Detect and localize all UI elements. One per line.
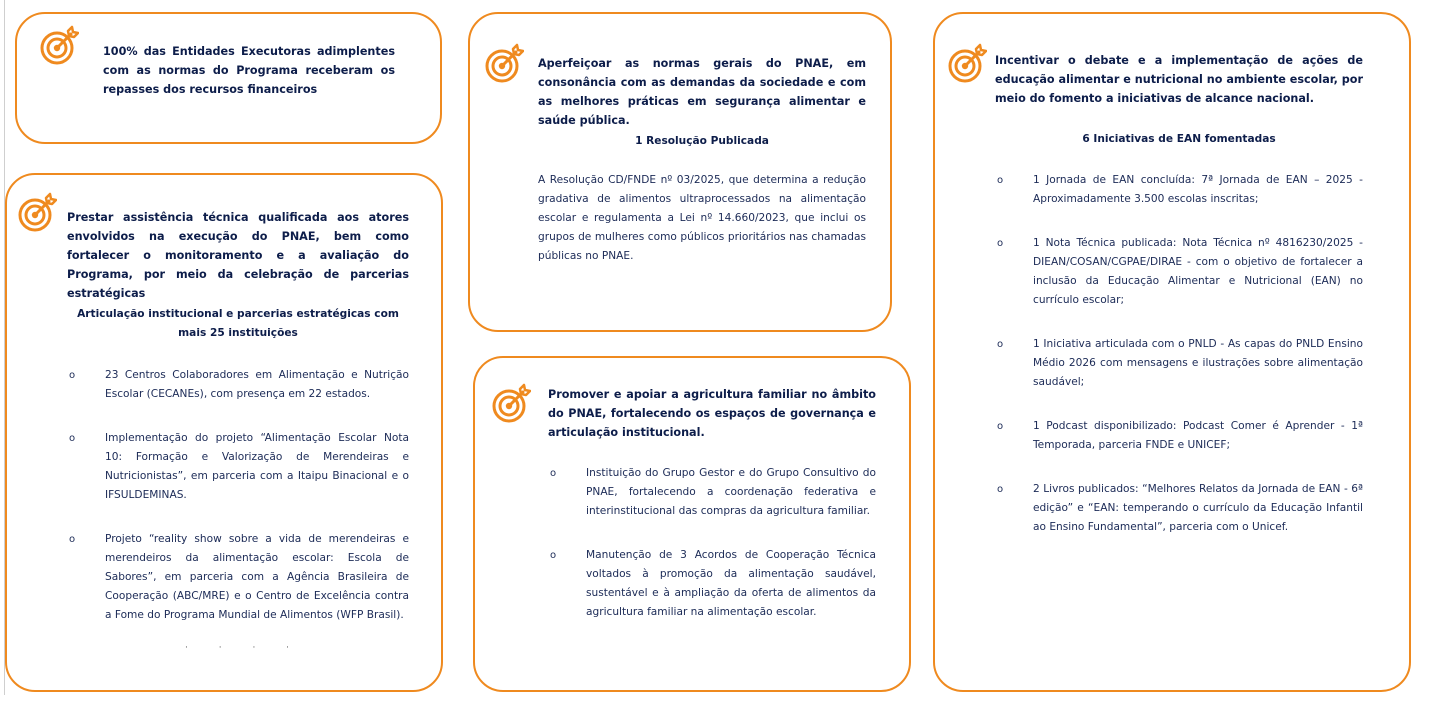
- card-heading: Promover e apoiar a agricultura familiar no âmbito do PNAE, fortalecendo os espaços de governança e articulação institucional.: [548, 388, 876, 439]
- card-list: [69, 366, 409, 625]
- list-item: o Projeto “reality show sobre a vida de merendeiras e merendeiros da alimentação escolar: Escola de Sabores”, em parceria com a Agência Brasileira de Cooperação (ABC/MRE) e o Centro de Excelência contra a Fome do Programa Mundial de Alimentos (WFP Brasil).: [69, 530, 409, 625]
- list-item: o 1 Podcast disponibilizado: Podcast Comer é Aprender - 1ª Temporada, parceria FNDE e UNICEF;: [997, 417, 1363, 455]
- list-item: o 1 Nota Técnica publicada: Nota Técnica nº 4816230/2025 - DIEAN/COSAN/CGPAE/DIRAE - com o objetivo de fortalecer a inclusão da Educação Alimentar e Nutricional (EAN) no currículo escolar;: [997, 234, 1363, 310]
- goal-card-assistencia-tecnica: [5, 173, 443, 692]
- card-heading: Aperfeiçoar as normas gerais do PNAE, em consonância com as demandas da sociedade e com as melhores práticas em segurança alimentar e saúde pública.: [538, 57, 866, 127]
- list-item: o 23 Centros Colaboradores em Alimentação e Nutrição Escolar (CECANEs), com presença em 22 estados.: [69, 366, 409, 404]
- list-item: o Implementação do projeto “Alimentação Escolar Nota 10: Formação e Valorização de Merendeiras e Nutricionistas”, em parceria com a Itaipu Binacional e o IFSULDEMINAS.: [69, 429, 409, 505]
- card-heading: Prestar assistência técnica qualificada aos atores envolvidos na execução do PNAE, bem como fortalecer o monitoramento e a avaliação do Programa, por meio da celebração de parcerias estratégicas: [67, 211, 409, 300]
- card-list: [997, 171, 1363, 537]
- list-item: o 2 Livros publicados: “Melhores Relatos da Jornada de EAN - 6ª edição” e “EAN: temperando o currículo da Educação Infantil ao Ensino Fundamental”, parceria com o Unicef.: [997, 480, 1363, 537]
- card-heading: Incentivar o debate e a implementação de ações de educação alimentar e nutricional no ambiente escolar, por meio do fomento a iniciativas de alcance nacional.: [995, 54, 1363, 105]
- target-arrow-icon: [15, 191, 57, 233]
- goal-card-agricultura-familiar: [473, 356, 911, 692]
- target-arrow-icon: [945, 42, 987, 84]
- card-subheading: 1 Resolução Publicada: [635, 135, 769, 147]
- goal-card-educacao-alimentar: [933, 12, 1411, 692]
- target-arrow-icon: [482, 42, 524, 84]
- list-item: o Instituição do Grupo Gestor e do Grupo Consultivo do PNAE, fortalecendo a coordenação federativa e interinstitucional das compras da agricultura familiar.: [550, 464, 876, 521]
- card-list: [550, 464, 876, 622]
- card-heading: 100% das Entidades Executoras adimplentes com as normas do Programa receberam os repasses dos recursos financeiros: [103, 45, 395, 96]
- target-arrow-icon: [489, 382, 531, 424]
- goal-card-normas: [468, 12, 892, 332]
- decorative-dots: · · · ·: [185, 643, 304, 653]
- card-paragraph: A Resolução CD/FNDE nº 03/2025, que determina a redução gradativa de alimentos ultraprocessados na alimentação escolar e regulamenta a Lei nº 14.660/2023, que inclui os grupos de mulheres como públicos prioritários nas chamadas públicas no PNAE.: [538, 174, 866, 262]
- card-subheading: 6 Iniciativas de EAN fomentadas: [1082, 133, 1276, 145]
- target-arrow-icon: [37, 24, 79, 66]
- list-item: o Manutenção de 3 Acordos de Cooperação Técnica voltados à promoção da alimentação saudável, sustentável e à ampliação da oferta de alimentos da agricultura familiar na alimentação escolar.: [550, 546, 876, 622]
- list-item: o 1 Iniciativa articulada com o PNLD - As capas do PNLD Ensino Médio 2026 com mensagens e ilustrações sobre alimentação saudável;: [997, 335, 1363, 392]
- goal-card-repasses: [15, 12, 442, 144]
- card-subheading: Articulação institucional e parcerias estratégicas com mais 25 instituições: [77, 308, 399, 339]
- list-item: o 1 Jornada de EAN concluída: 7ª Jornada de EAN – 2025 - Aproximadamente 3.500 escolas inscritas;: [997, 171, 1363, 209]
